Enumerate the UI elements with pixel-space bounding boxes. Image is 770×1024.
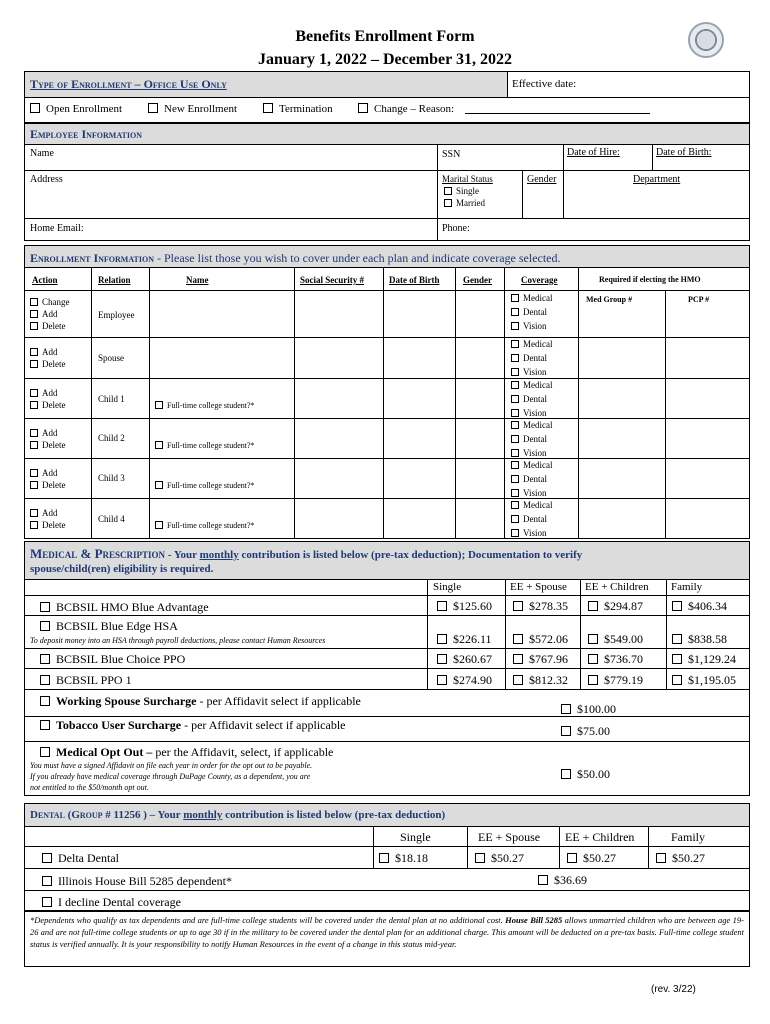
employee-dental-checkbox[interactable]: Dental <box>511 307 547 318</box>
working-spouse-price-checkbox[interactable]: $100.00 <box>561 702 616 716</box>
checkbox-icon <box>511 354 519 362</box>
checkbox-icon <box>588 654 598 664</box>
house-bill-price-checkbox[interactable]: $36.69 <box>538 873 587 887</box>
child3-dental-checkbox[interactable]: Dental <box>511 474 547 485</box>
relation-employee: Employee <box>98 310 135 320</box>
address-field[interactable]: Address <box>30 174 63 185</box>
checkbox-icon <box>511 501 519 509</box>
gender-field[interactable]: Gender <box>527 174 557 185</box>
spouse-medical-checkbox[interactable]: Medical <box>511 339 553 350</box>
pcp-column-header: PCP # <box>688 295 710 304</box>
checkbox-icon <box>30 401 38 409</box>
blue-choice-ee-spouse-checkbox[interactable]: $767.96 <box>513 652 568 666</box>
checkbox-icon <box>30 429 38 437</box>
checkbox-icon <box>511 435 519 443</box>
spouse-delete-checkbox[interactable]: Delete <box>30 359 65 370</box>
checkbox-icon <box>155 521 163 529</box>
checkbox-icon <box>513 675 523 685</box>
checkbox-icon <box>511 515 519 523</box>
dental-single-checkbox[interactable]: $18.18 <box>379 851 428 865</box>
child2-college-checkbox[interactable]: Full-time college student?* <box>155 441 255 451</box>
coverage-column-header: Coverage <box>521 275 558 285</box>
employee-add-checkbox[interactable]: Add <box>30 309 58 320</box>
relation-child3: Child 3 <box>98 473 125 483</box>
checkbox-icon <box>511 340 519 348</box>
checkbox-icon <box>40 747 50 757</box>
dental-tier-ee-children: EE + Children <box>565 830 635 844</box>
checkbox-icon <box>511 308 519 316</box>
checkbox-icon <box>511 489 519 497</box>
checkbox-icon <box>155 481 163 489</box>
type-of-enrollment-heading: Type of Enrollment – Office Use Only <box>30 77 227 91</box>
hmo-plan-checkbox[interactable]: BCBSIL HMO Blue Advantage <box>40 600 209 614</box>
department-field[interactable]: Department <box>633 174 681 185</box>
blue-choice-ee-children-checkbox[interactable]: $736.70 <box>588 652 643 666</box>
tobacco-price-checkbox[interactable]: $75.00 <box>561 724 610 738</box>
open-enrollment-checkbox[interactable]: Open Enrollment <box>30 103 122 116</box>
child4-college-checkbox[interactable]: Full-time college student?* <box>155 521 255 531</box>
termination-checkbox[interactable]: Termination <box>263 103 333 116</box>
form-period: January 1, 2022 – December 31, 2022 <box>258 51 512 68</box>
child2-dental-checkbox[interactable]: Dental <box>511 434 547 445</box>
checkbox-icon <box>155 401 163 409</box>
dental-tier-family: Family <box>671 830 706 844</box>
checkbox-icon <box>30 441 38 449</box>
child4-delete-checkbox[interactable]: Delete <box>30 520 65 531</box>
checkbox-icon <box>30 298 38 306</box>
checkbox-icon <box>511 475 519 483</box>
checkbox-icon <box>42 853 52 863</box>
checkbox-icon <box>475 853 485 863</box>
dental-family-checkbox[interactable]: $50.27 <box>656 851 705 865</box>
checkbox-icon <box>437 654 447 664</box>
hmo-ee-children-checkbox[interactable]: $294.87 <box>588 599 643 613</box>
marital-status-label: Marital Status <box>442 174 493 184</box>
dob-column-header: Date of Birth <box>389 275 440 285</box>
checkbox-icon <box>30 103 40 113</box>
medical-tier-single: Single <box>433 581 462 593</box>
medical-tier-ee-spouse: EE + Spouse <box>510 581 567 593</box>
checkbox-icon <box>513 634 523 644</box>
effective-date-label: Effective date: <box>512 78 577 90</box>
employee-medical-checkbox[interactable]: Medical <box>511 293 553 304</box>
checkbox-icon <box>567 853 577 863</box>
house-bill-dependent-checkbox[interactable]: Illinois House Bill 5285 dependent* <box>42 874 232 888</box>
checkbox-icon <box>30 360 38 368</box>
employee-info-heading: Employee Information <box>30 127 142 141</box>
checkbox-icon <box>437 634 447 644</box>
checkbox-icon <box>561 726 571 736</box>
home-email-field[interactable]: Home Email: <box>30 223 84 234</box>
checkbox-icon <box>263 103 273 113</box>
child1-vision-checkbox[interactable]: Vision <box>511 408 546 419</box>
hsa-single-checkbox[interactable]: $226.11 <box>437 632 492 646</box>
medical-tier-family: Family <box>671 581 703 593</box>
dental-tier-ee-spouse: EE + Spouse <box>478 830 541 844</box>
child1-add-checkbox[interactable]: Add <box>30 388 58 399</box>
opt-out-note-1: You must have a signed Affidavit on file each year in order for the opt out to be payable. <box>30 761 313 770</box>
checkbox-icon <box>437 601 447 611</box>
employee-delete-checkbox[interactable]: Delete <box>30 321 65 332</box>
decline-dental-checkbox[interactable]: I decline Dental coverage <box>42 895 181 909</box>
dental-footnote: *Dependents who qualify as tax dependents and are full-time college students will be covered under the dental plan at no additional cost. House Bill 5285 allows unmarried children who are between age 19-26 and are not full-time college students or up to age 30 if in the military to be covered under the dental plan for an additional charge. This amount will be deducted on a pre-tax basis. Full-time college student status is verified annually. It is your responsibility to notify Human Resources in the event of a change in this status mid-year. <box>30 915 744 949</box>
medical-tier-ee-children: EE + Children <box>585 581 649 593</box>
checkbox-icon <box>511 461 519 469</box>
tobacco-surcharge-checkbox[interactable]: Tobacco User Surcharge - per Affidavit select if applicable <box>40 718 346 732</box>
ppo1-family-checkbox[interactable]: $1,195.05 <box>672 673 736 687</box>
checkbox-icon <box>561 704 571 714</box>
county-seal-icon <box>688 22 724 58</box>
child4-add-checkbox[interactable]: Add <box>30 508 58 519</box>
checkbox-icon <box>672 634 682 644</box>
child1-delete-checkbox[interactable]: Delete <box>30 400 65 411</box>
employee-change-checkbox[interactable]: Change <box>30 297 70 308</box>
hsa-note: To deposit money into an HSA through payroll deductions, please contact Human Resources <box>30 636 326 645</box>
single-checkbox[interactable]: Single <box>444 186 479 197</box>
checkbox-icon <box>40 675 50 685</box>
medical-opt-out-checkbox[interactable]: Medical Opt Out – per the Affidavit, select, if applicable <box>40 745 333 759</box>
dental-heading: Dental (Group # 11256 ) – Your monthly contribution is listed below (pre-tax deduction) <box>30 809 446 821</box>
opt-out-note-2: If you already have medical coverage through DuPage County, as a dependent, you are <box>30 772 311 781</box>
child2-vision-checkbox[interactable]: Vision <box>511 448 546 459</box>
checkbox-icon <box>511 368 519 376</box>
checkbox-icon <box>30 389 38 397</box>
spouse-dental-checkbox[interactable]: Dental <box>511 353 547 364</box>
hmo-ee-spouse-checkbox[interactable]: $278.35 <box>513 599 568 613</box>
checkbox-icon <box>588 601 598 611</box>
child2-medical-checkbox[interactable]: Medical <box>511 420 553 431</box>
child3-vision-checkbox[interactable]: Vision <box>511 488 546 499</box>
checkbox-icon <box>511 529 519 537</box>
checkbox-icon <box>30 469 38 477</box>
checkbox-icon <box>30 310 38 318</box>
ppo1-ee-children-checkbox[interactable]: $779.19 <box>588 673 643 687</box>
child1-college-checkbox[interactable]: Full-time college student?* <box>155 401 255 411</box>
relation-column-header: Relation <box>98 275 131 285</box>
checkbox-icon <box>42 897 52 907</box>
checkbox-icon <box>513 601 523 611</box>
employee-name-field[interactable]: Name <box>30 148 54 159</box>
checkbox-icon <box>561 769 571 779</box>
gender-column-header: Gender <box>463 275 492 285</box>
hsa-plan-checkbox[interactable]: BCBSIL Blue Edge HSA <box>40 619 178 633</box>
checkbox-icon <box>511 421 519 429</box>
child4-medical-checkbox[interactable]: Medical <box>511 500 553 511</box>
checkbox-icon <box>511 449 519 457</box>
checkbox-icon <box>155 441 163 449</box>
hmo-family-checkbox[interactable]: $406.34 <box>672 599 727 613</box>
date-of-birth-field[interactable]: Date of Birth: <box>656 147 712 158</box>
child3-add-checkbox[interactable]: Add <box>30 468 58 479</box>
checkbox-icon <box>148 103 158 113</box>
revision-label: (rev. 3/22) <box>651 984 696 995</box>
checkbox-icon <box>30 521 38 529</box>
checkbox-icon <box>40 602 50 612</box>
form-title: Benefits Enrollment Form <box>295 28 475 45</box>
checkbox-icon <box>588 675 598 685</box>
blue-choice-single-checkbox[interactable]: $260.67 <box>437 652 492 666</box>
checkbox-icon <box>656 853 666 863</box>
checkbox-icon <box>30 322 38 330</box>
married-checkbox[interactable]: Married <box>444 198 485 209</box>
checkbox-icon <box>444 199 452 207</box>
change-reason-field[interactable] <box>465 113 650 114</box>
hsa-ee-children-checkbox[interactable]: $549.00 <box>588 632 643 646</box>
relation-child2: Child 2 <box>98 433 125 443</box>
checkbox-icon <box>588 634 598 644</box>
child1-dental-checkbox[interactable]: Dental <box>511 394 547 405</box>
spouse-add-checkbox[interactable]: Add <box>30 347 58 358</box>
blue-choice-family-checkbox[interactable]: $1,129.24 <box>672 652 736 666</box>
relation-child1: Child 1 <box>98 394 125 404</box>
checkbox-icon <box>40 696 50 706</box>
child4-vision-checkbox[interactable]: Vision <box>511 528 546 539</box>
medical-heading-line2: spouse/child(ren) eligibility is required. <box>30 563 214 575</box>
hsa-ee-spouse-checkbox[interactable]: $572.06 <box>513 632 568 646</box>
enrollment-info-heading: Enrollment Information - Please list those you wish to cover under each plan and indicate coverage selected. <box>30 251 561 265</box>
child3-delete-checkbox[interactable]: Delete <box>30 480 65 491</box>
checkbox-icon <box>40 654 50 664</box>
child3-college-checkbox[interactable]: Full-time college student?* <box>155 481 255 491</box>
new-enrollment-checkbox[interactable]: New Enrollment <box>148 103 237 116</box>
checkbox-icon <box>511 409 519 417</box>
phone-field[interactable]: Phone: <box>442 223 470 234</box>
checkbox-icon <box>672 675 682 685</box>
ssn-field[interactable]: SSN <box>442 149 461 160</box>
child3-medical-checkbox[interactable]: Medical <box>511 460 553 471</box>
working-spouse-surcharge-checkbox[interactable]: Working Spouse Surcharge - per Affidavit select if applicable <box>40 694 361 708</box>
child2-delete-checkbox[interactable]: Delete <box>30 440 65 451</box>
date-of-hire-field[interactable]: Date of Hire: <box>567 147 620 158</box>
action-column-header: Action <box>32 275 58 285</box>
checkbox-icon <box>511 294 519 302</box>
med-group-column-header: Med Group # <box>586 295 633 304</box>
ppo1-plan-checkbox[interactable]: BCBSIL PPO 1 <box>40 673 132 687</box>
employee-vision-checkbox[interactable]: Vision <box>511 321 546 332</box>
child2-add-checkbox[interactable]: Add <box>30 428 58 439</box>
medical-heading: Medical & Prescription - Your monthly contribution is listed below (pre-tax deduction); Documentation to verify <box>30 546 583 561</box>
checkbox-icon <box>444 187 452 195</box>
opt-out-price-checkbox[interactable]: $50.00 <box>561 767 610 781</box>
checkbox-icon <box>513 654 523 664</box>
child1-medical-checkbox[interactable]: Medical <box>511 380 553 391</box>
relation-spouse: Spouse <box>98 353 125 363</box>
checkbox-icon <box>511 395 519 403</box>
dental-tier-single: Single <box>400 830 431 844</box>
checkbox-icon <box>40 720 50 730</box>
dental-ee-children-checkbox[interactable]: $50.27 <box>567 851 616 865</box>
ppo1-single-checkbox[interactable]: $274.90 <box>437 673 492 687</box>
hmo-required-header: Required if electing the HMO <box>599 275 701 284</box>
checkbox-icon <box>40 621 50 631</box>
checkbox-icon <box>511 381 519 389</box>
checkbox-icon <box>30 509 38 517</box>
opt-out-note-3: not entitled to the $50/month opt out. <box>30 783 149 792</box>
change-reason-checkbox[interactable]: Change – Reason: <box>358 103 454 116</box>
ppo1-ee-spouse-checkbox[interactable]: $812.32 <box>513 673 568 687</box>
blue-choice-plan-checkbox[interactable]: BCBSIL Blue Choice PPO <box>40 652 185 666</box>
ssn-column-header: Social Security # <box>300 275 364 285</box>
relation-child4: Child 4 <box>98 514 125 524</box>
checkbox-icon <box>672 654 682 664</box>
child4-dental-checkbox[interactable]: Dental <box>511 514 547 525</box>
checkbox-icon <box>358 103 368 113</box>
checkbox-icon <box>672 601 682 611</box>
checkbox-icon <box>30 481 38 489</box>
checkbox-icon <box>30 348 38 356</box>
checkbox-icon <box>437 675 447 685</box>
dental-ee-spouse-checkbox[interactable]: $50.27 <box>475 851 524 865</box>
checkbox-icon <box>511 322 519 330</box>
delta-dental-checkbox[interactable]: Delta Dental <box>42 851 119 865</box>
spouse-vision-checkbox[interactable]: Vision <box>511 367 546 378</box>
checkbox-icon <box>379 853 389 863</box>
checkbox-icon <box>42 876 52 886</box>
checkbox-icon <box>538 875 548 885</box>
hsa-family-checkbox[interactable]: $838.58 <box>672 632 727 646</box>
hmo-single-checkbox[interactable]: $125.60 <box>437 599 492 613</box>
name-column-header: Name <box>186 275 209 285</box>
